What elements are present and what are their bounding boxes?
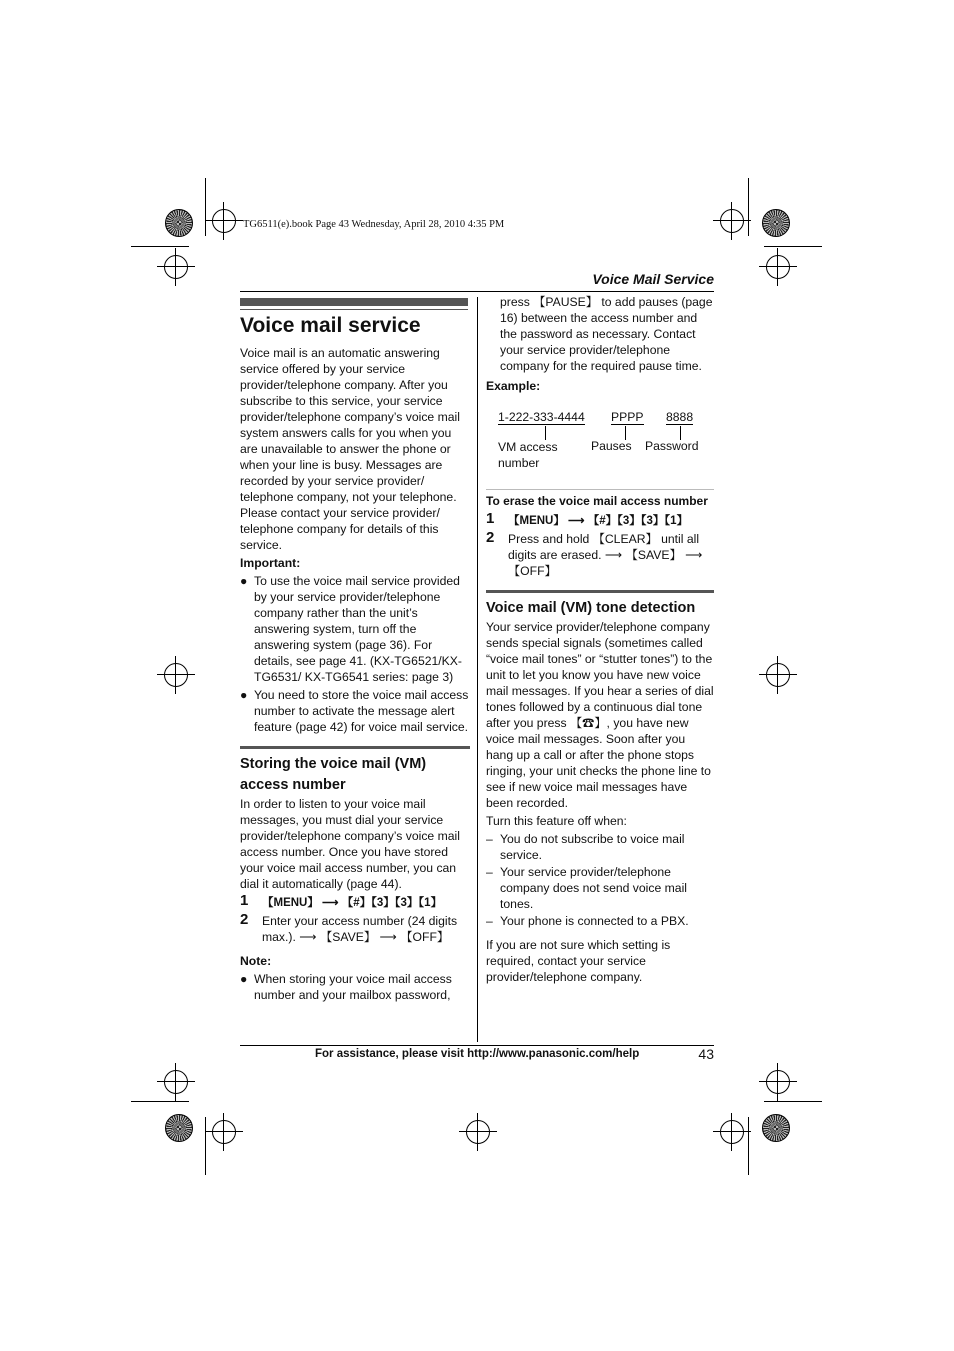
page-title: Voice mail service	[240, 314, 421, 337]
example-password-label: Password	[645, 439, 699, 453]
title-bar-thin	[240, 309, 468, 310]
turn-off-item: – Your phone is connected to a PBX.	[486, 914, 689, 928]
note-label: Note:	[240, 954, 272, 968]
erase-step-2: 2 Press and hold 【CLEAR】 until all digits are erased. ⟶ 【SAVE】 ⟶ 【OFF】	[486, 529, 703, 578]
crop-mark	[764, 1101, 822, 1102]
crop-mark	[131, 246, 189, 247]
turn-off-item: – Your service provider/telephone company does not send voice mail tones.	[486, 865, 687, 911]
erase-step-1: 1 【MENU】 ⟶ 【#】【3】【3】【1】	[486, 510, 689, 527]
crop-mark	[748, 178, 749, 236]
tone-heading: Voice mail (VM) tone detection	[486, 600, 696, 616]
crosshair-mark	[164, 1070, 188, 1094]
turn-off-item: – You do not subscribe to voice mail service.	[486, 832, 685, 862]
crop-mark	[205, 178, 206, 236]
crop-mark	[764, 246, 822, 247]
crosshair-mark	[766, 663, 790, 687]
intro-text: Voice mail is an automatic answering service offered by your service provider/telephone company. After you subscribe to this service, your service provider/telephone company’s voice mail system answers calls for you when you are unavailable to answer the phone or when your line is busy. Messages are recorded by your service provider/ telephone company, not your telephone. Please contact your service provider/ telephone company for details of this service.	[240, 346, 460, 552]
page-number: 43	[698, 1046, 714, 1062]
turn-off-intro: Turn this feature off when:	[486, 814, 627, 828]
example-password: 8888	[666, 410, 694, 424]
crosshair-mark	[720, 209, 744, 233]
footer-rule	[240, 1045, 714, 1046]
section-rule	[486, 590, 714, 593]
title-bar	[240, 298, 468, 306]
example-pauses: PPPP	[611, 410, 644, 424]
crosshair-mark	[212, 209, 236, 233]
crosshair-mark	[466, 1120, 490, 1144]
crop-mark	[205, 1117, 206, 1175]
crosshair-mark	[212, 1120, 236, 1144]
registration-rosette-bottom-left	[165, 1114, 193, 1142]
registration-rosette-top-right	[762, 209, 790, 237]
storing-text: In order to listen to your voice mail messages, you must dial your service provider/telephone company’s voice mail access number. Once you have stored your voice mail access number, you can dial it automatically (page 44).	[240, 797, 460, 891]
step-1: 1 【MENU】 ⟶ 【#】【3】【3】【1】	[240, 892, 443, 909]
right-column-top	[486, 294, 714, 396]
note-bullet: ● When storing your voice mail access number and your mailbox password,	[240, 972, 452, 1002]
section-rule	[240, 746, 470, 749]
example-leader	[680, 426, 681, 440]
erase-heading: To erase the voice mail access number	[486, 494, 708, 508]
example-label: Example:	[486, 379, 541, 393]
closing-text: If you are not sure which setting is required, contact your service provider/telephone company.	[486, 938, 671, 984]
storing-heading: Storing the voice mail (VM) access number	[240, 756, 427, 793]
crop-mark	[748, 1117, 749, 1175]
important-label: Important:	[240, 556, 301, 570]
left-column	[240, 313, 470, 1005]
step-2: 2 Enter your access number (24 digits max.). ⟶ 【SAVE】 ⟶ 【OFF】	[240, 911, 458, 944]
registration-rosette-bottom-right	[762, 1114, 790, 1142]
right-column-bottom	[486, 492, 714, 987]
example-number: 1-222-333-4444	[498, 410, 585, 424]
assistance-link[interactable]: For assistance, please visit http://www.panasonic.com/help	[315, 1048, 640, 1060]
crosshair-mark	[766, 1070, 790, 1094]
note-continued: press 【PAUSE】 to add pauses (page 16) between the access number and the password as necessary. Contact your service provider/telephone company for the required pause time.	[500, 295, 713, 373]
crosshair-mark	[720, 1120, 744, 1144]
example-number-label: VM access number	[498, 440, 558, 470]
crosshair-mark	[164, 663, 188, 687]
bullet-item: ● To use the voice mail service provided by your service provider/telephone company rather than the unit’s answering system, turn off the answering system (page 36). For details, see page 41. (KX-TG6521/KX-TG6531/ KX-TG6541 series: page 3)	[240, 574, 462, 684]
bullet-item: ● You need to store the voice mail access number to activate the message alert feature (page 42) for voice mail service.	[240, 688, 469, 734]
thin-rule	[486, 489, 714, 490]
example-leader	[545, 426, 546, 440]
crosshair-mark	[164, 255, 188, 279]
column-divider	[477, 297, 478, 1042]
running-title: Voice Mail Service	[592, 271, 714, 287]
crop-mark	[131, 1101, 189, 1102]
registration-rosette-top-left	[165, 209, 193, 237]
header-rule	[240, 291, 714, 292]
crosshair-mark	[766, 255, 790, 279]
example-leader	[625, 426, 626, 440]
book-info: TG6511(e).book Page 43 Wednesday, April 28, 2010 4:35 PM	[243, 219, 505, 230]
tone-text: Your service provider/telephone company sends special signals (sometimes called “voice mail tones” or “stutter tones”) to the unit to let you know you have new voice mail messages. If you hear a series of dial tones followed by a continuous dial tone after you press 【☎】, you have new voice mail messages. Soon after you hang up a call or after the phone stops ringing, your unit checks the phone line to see if new voice mail messages have been recorded.	[486, 620, 714, 810]
example-pauses-label: Pauses	[591, 439, 632, 453]
